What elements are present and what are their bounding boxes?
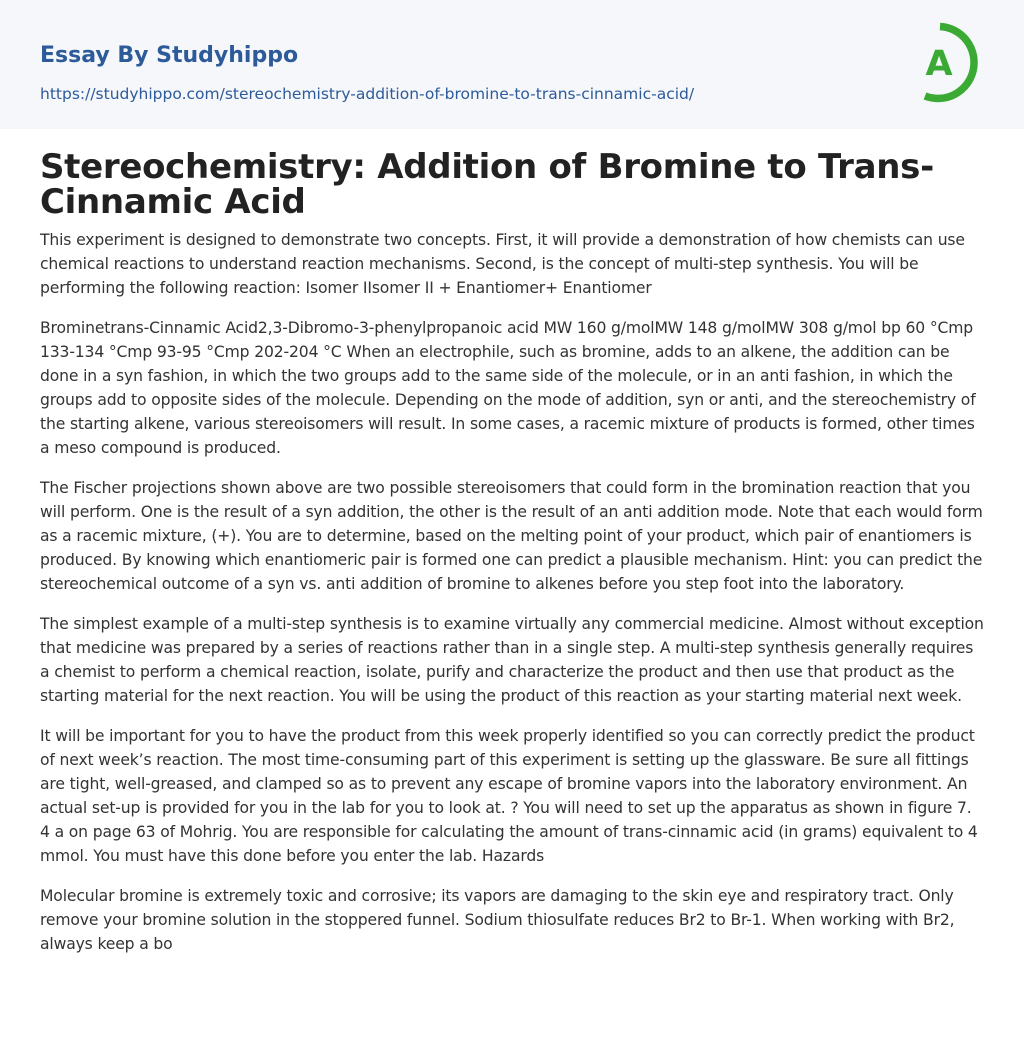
paragraph: Brominetrans-Cinnamic Acid2,3-Dibromo-3-phenylpropanoic acid MW 160 g/molMW 148 g/molMW 308 g/mol bp 60 °Cmp 133-134 °Cmp 93-95 °Cmp 202-204 °C When an electrophile, such as bromine, adds to an alkene, the addition can be done in a syn fashion, in which the two groups add to the same side of the molecule, or in an anti fashion, in which the groups add to opposite sides of the molecule. Depending on the mode of addition, syn or anti, and the stereochemistry of the starting alkene, various stereoisomers will result. In some cases, a racemic mixture of products is formed, other times a meso compound is produced. (40, 319, 976, 457)
paragraph: It will be important for you to have the product from this week properly identified so you can correctly predict the product of next week’s reaction. The most time-consuming part of this experiment is setting up the glassware. Be sure all fittings are tight, well-greased, and clamped so as to prevent any escape of bromine vapors into the laboratory environment. An actual set-up is provided for you in the lab for you to look at. ? You will need to set up the apparatus as shown in figure 7. 4 a on page 63 of Mohrig. You are responsible for calculating the amount of trans-cinnamic acid (in grams) equivalent to 4 mmol. You must have this done before you enter the lab. Hazards (40, 727, 978, 865)
paragraph: The Fischer projections shown above are two possible stereoisomers that could form in the bromination reaction that you will perform. One is the result of a syn addition, the other is the result of an anti addition mode. Note that each would form as a racemic mixture, (+). You are to determine, based on the melting point of your product, which pair of enantiomers is produced. By knowing which enantiomeric pair is formed one can predict a plausible mechanism. Hint: you can predict the stereochemical outcome of a syn vs. anti addition of bromine to alkenes before you step foot into the laboratory. (40, 479, 983, 593)
logo-letter: A (925, 44, 953, 84)
paragraph: This experiment is designed to demonstrate two concepts. First, it will provide a demonstration of how chemists can use chemical reactions to understand reaction mechanisms. Second, is the concept of multi-step synthesis. You will be performing the following reaction: Isomer IIsomer II + Enantiomer+ Enantiomer (40, 231, 965, 297)
paragraph: The simplest example of a multi-step synthesis is to examine virtually any commercial medicine. Almost without exception that medicine was prepared by a series of reactions rather than in a single step. A multi-step synthesis generally requires a chemist to perform a chemical reaction, isolate, purify and characterize the product and then use that product as the starting material for the next reaction. You will be using the product of this reaction as your starting material next week. (40, 615, 984, 705)
article-body (40, 228, 986, 972)
source-url-link[interactable]: https://studyhippo.com/stereochemistry-addition-of-bromine-to-trans-cinnamic-acid/ (40, 85, 695, 103)
page-title: Stereochemistry: Addition of Bromine to Trans-Cinnamic Acid (40, 147, 934, 222)
brand-title[interactable]: Essay By Studyhippo (40, 43, 299, 68)
paragraph: Molecular bromine is extremely toxic and corrosive; its vapors are damaging to the skin eye and respiratory tract. Only remove your bromine solution in the stoppered funnel. Sodium thiosulfate reduces Br2 to Br-1. When working with Br2, always keep a bo (40, 887, 955, 953)
